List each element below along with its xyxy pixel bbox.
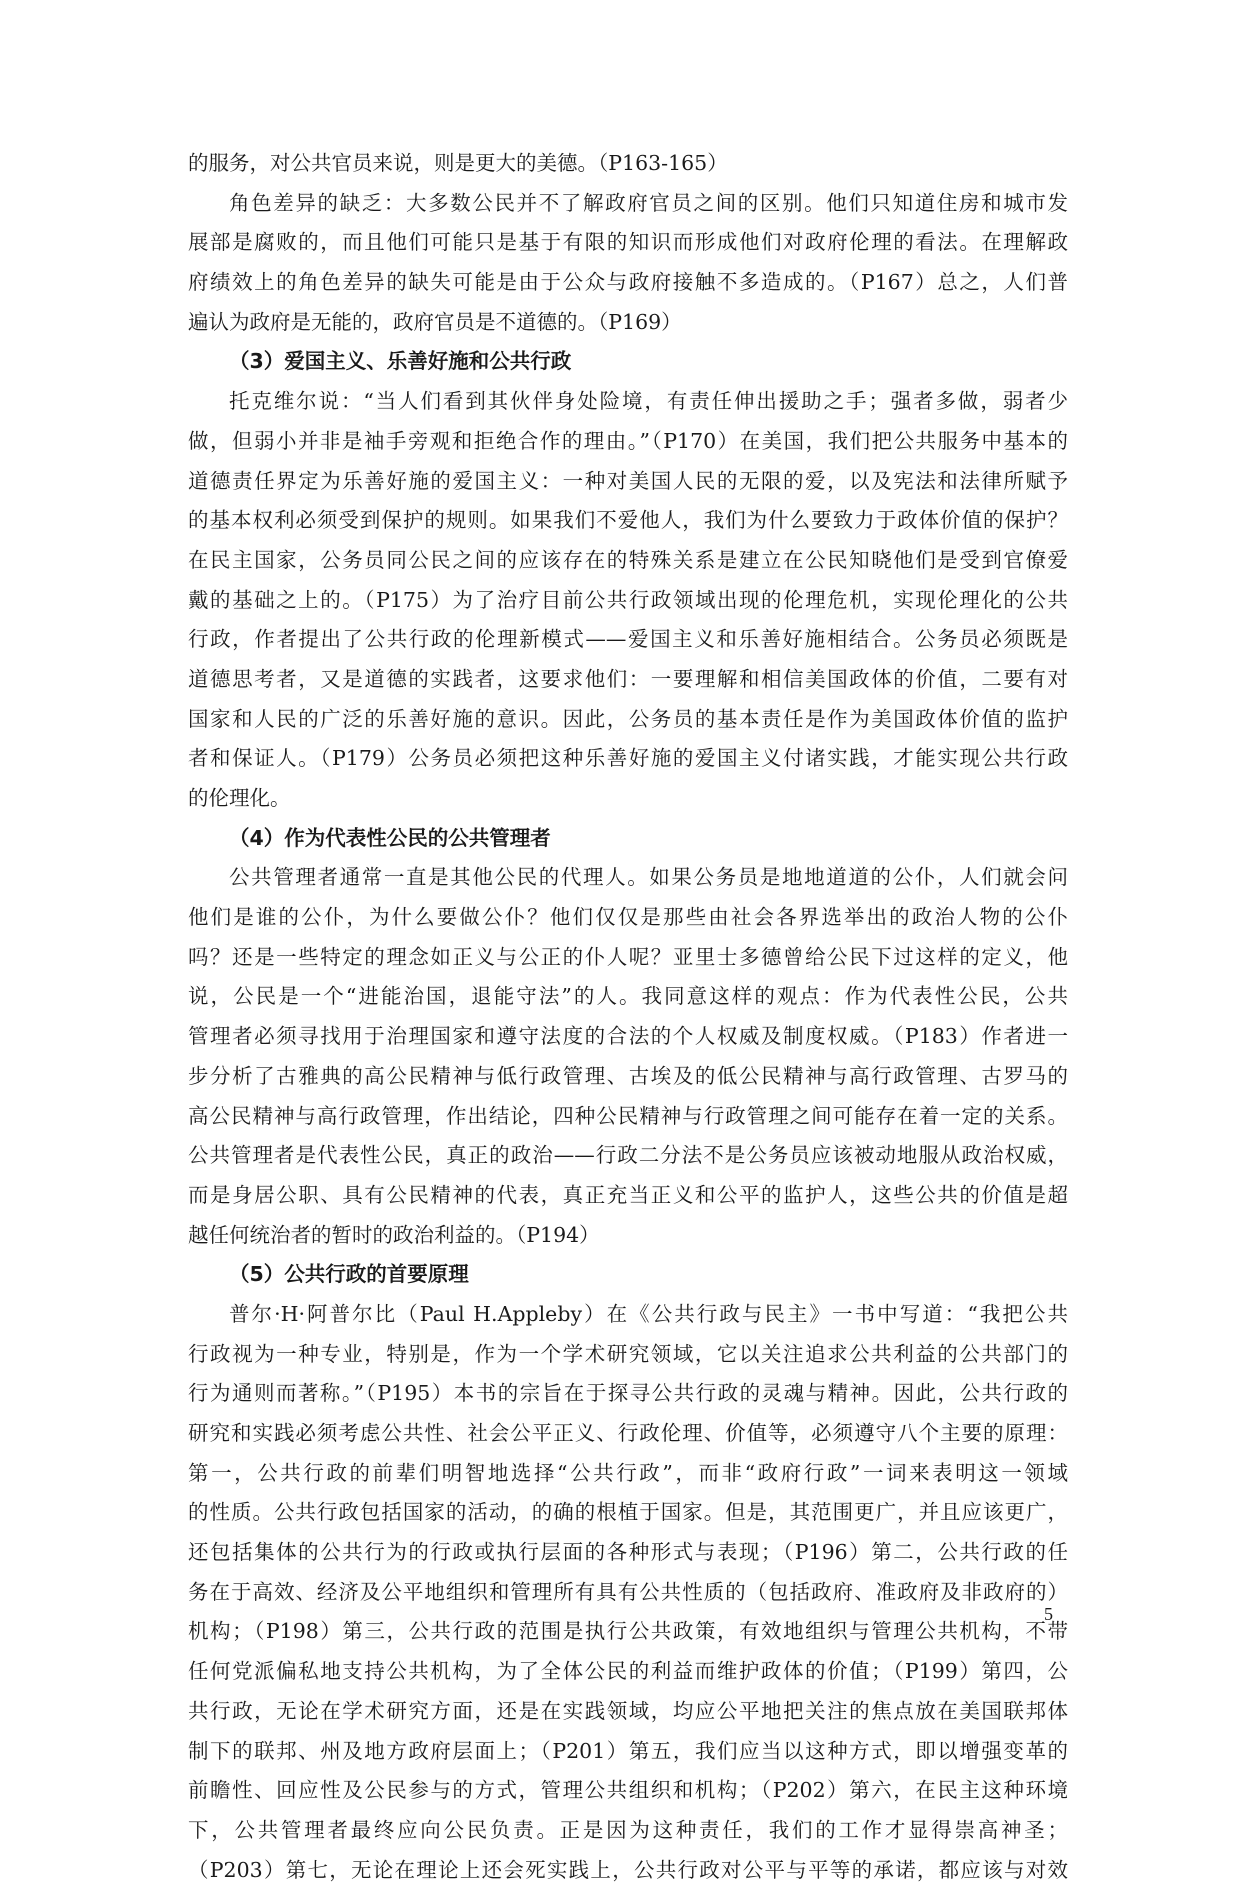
text-line: 托克维尔说：“当人们看到其伙伴身处险境，有责任伸出援助之手；强者多做，弱者少 [229,389,1068,414]
text-line: 而是身居公职、具有公民精神的代表，真正充当正义和公平的监护人，这些公共的价值是超 [188,1182,1068,1207]
text-line: 公共管理者通常一直是其他公民的代理人。如果公务员是地地道道的公仆，人们就会问 [229,865,1068,890]
text-line: 研究和实践必须考虑公共性、社会公平正义、行政伦理、价值等，必须遵守八个主要的原理： [188,1421,1068,1445]
text-line: （P203）第七，无论在理论上还会死实践上，公共行政对公平与平等的承诺，都应该与对效 [188,1857,1068,1882]
text-line: 展部是腐败的，而且他们可能只是基于有限的知识而形成他们对政府伦理的看法。在理解政 [188,230,1068,255]
text-line: 机构；（P198）第三，公共行政的范围是执行公共政策，有效地组织与管理公共机构，不带 [188,1619,1068,1644]
text-line: 行政视为一种专业，特别是，作为一个学术研究领域，它以关注追求公共利益的公共部门的 [188,1341,1068,1366]
text-line: 务在于高效、经济及公平地组织和管理所有具有公共性质的（包括政府、准政府及非政府的） [188,1579,1068,1604]
text-line: 遍认为政府是无能的，政府官员是不道德的。（P169） [188,309,682,334]
body-text [188,144,1068,1890]
text-line: 的基本权利必须受到保护的规则。如果我们不爱他人，我们为什么要致力于政体价值的保护？ [188,508,1068,533]
text-line: 做，但弱小并非是袖手旁观和拒绝合作的理由。”（P170）在美国，我们把公共服务中基本的 [188,428,1068,453]
text-line: 他们是谁的公仆，为什么要做公仆？他们仅仅是那些由社会各界选举出的政治人物的公仆 [188,905,1068,930]
section-heading: （4）作为代表性公民的公共管理者 [229,825,551,850]
text-line: 还包括集体的公共行为的行政或执行层面的各种形式与表现；（P196）第二，公共行政的任 [188,1540,1068,1565]
text-line: 行政，作者提出了公共行政的伦理新模式——爱国主义和乐善好施相结合。公务员必须既是 [188,627,1068,652]
text-line: 公共管理者是代表性公民，真正的政治——行政二分法不是公务员应该被动地服从政治权威， [188,1143,1068,1168]
text-line: 第一，公共行政的前辈们明智地选择“公共行政”，而非“政府行政”一词来表明这一领域 [188,1460,1068,1485]
text-line: 共行政，无论在学术研究方面，还是在实践领域，均应公平地把关注的焦点放在美国联邦体 [188,1698,1068,1723]
text-line: 普尔·H·阿普尔比（Paul H.Appleby）在《公共行政与民主》一书中写道：“我把公共 [229,1301,1068,1326]
text-line: 下，公共管理者最终应向公民负责。正是因为这种责任，我们的工作才显得崇高神圣； [188,1817,1068,1842]
text-line: 道德责任界定为乐善好施的爱国主义：一种对美国人民的无限的爱，以及宪法和法律所赋予 [188,468,1068,493]
text-line: 者和保证人。（P179）公务员必须把这种乐善好施的爱国主义付诸实践，才能实现公共行政 [188,746,1068,771]
text-line: 角色差异的缺乏：大多数公民并不了解政府官员之间的区别。他们只知道住房和城市发 [229,190,1068,215]
text-line: 任何党派偏私地支持公共机构，为了全体公民的利益而维护政体的价值；（P199）第四，公 [188,1659,1068,1684]
text-line: 管理者必须寻找用于治理国家和遵守法度的合法的个人权威及制度权威。（P183）作者进一 [188,1024,1068,1049]
text-line: 道德思考者，又是道德的实践者，这要求他们：一要理解和相信美国政体的价值，二要有对 [188,666,1068,691]
text-line: 国家和人民的广泛的乐善好施的意识。因此，公务员的基本责任是作为美国政体价值的监护 [188,706,1068,731]
text-line: 的服务，对公共官员来说，则是更大的美德。（P163-165） [188,151,728,175]
text-line: 前瞻性、回应性及公民参与的方式，管理公共组织和机构；（P202）第六，在民主这种环境 [188,1778,1068,1803]
page-number: 5 [1044,1604,1053,1624]
text-line: 的性质。公共行政包括国家的活动，的确的根植于国家。但是，其范围更广，并且应该更广， [188,1500,1068,1525]
text-line: 越任何统治者的暂时的政治利益的。（P194） [188,1222,600,1247]
section-heading: （3）爱国主义、乐善好施和公共行政 [229,349,572,374]
text-line: 在民主国家，公务员同公民之间的应该存在的特殊关系是建立在公民知晓他们是受到官僚爱 [188,547,1068,572]
text-line: 步分析了古雅典的高公民精神与低行政管理、古埃及的低公民精神与高行政管理、古罗马的 [188,1063,1068,1088]
text-line: 说，公民是一个“进能治国，退能守法”的人。我同意这样的观点：作为代表性公民，公共 [188,984,1068,1009]
section-heading: （5）公共行政的首要原理 [229,1262,469,1287]
text-line: 府绩效上的角色差异的缺失可能是由于公众与政府接触不多造成的。（P167）总之，人们普 [188,270,1068,295]
text-line: 高公民精神与高行政管理，作出结论，四种公民精神与行政管理之间可能存在着一定的关系。 [188,1103,1068,1128]
text-line: 行为通则而著称。”（P195）本书的宗旨在于探寻公共行政的灵魂与精神。因此，公共行政的 [188,1381,1068,1406]
text-line: 戴的基础之上的。（P175）为了治疗目前公共行政领域出现的伦理危机，实现伦理化的公共 [188,587,1068,612]
text-line: 制下的联邦、州及地方政府层面上；（P201）第五，我们应当以这种方式，即以增强变革的 [188,1738,1068,1763]
text-line: 的伦理化。 [188,786,291,810]
text-line: 吗？还是一些特定的理念如正义与公正的仆人呢？亚里士多德曾给公民下过这样的定义，他 [188,944,1068,969]
